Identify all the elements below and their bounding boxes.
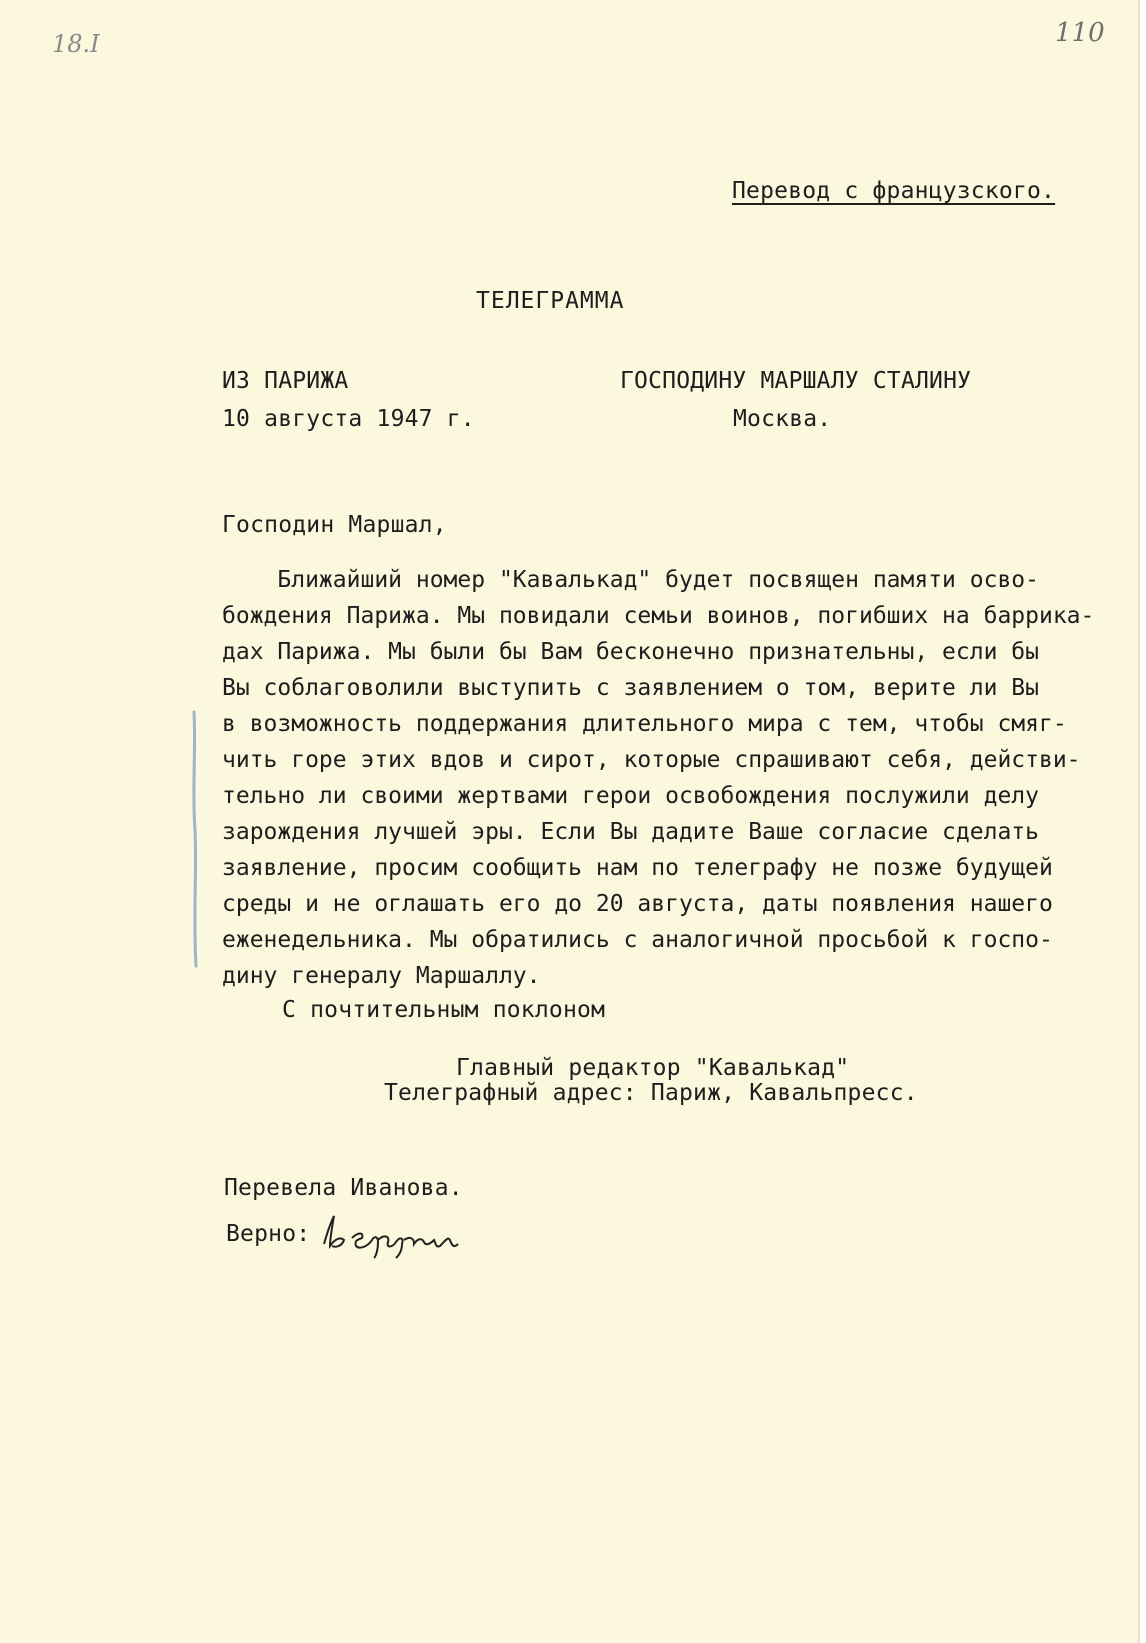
- handwritten-signature: [318, 1210, 468, 1260]
- body-line: среды и не оглашать его до 20 августа, даты появления нашего: [222, 891, 1053, 917]
- handwritten-page-number: 110: [1055, 18, 1105, 48]
- recipient-name: ГОСПОДИНУ МАРШАЛУ СТАЛИНУ: [620, 368, 972, 394]
- salutation: Господин Маршал,: [222, 512, 447, 538]
- body-line: дину генералу Маршаллу.: [222, 963, 541, 989]
- body-line: Вы соблаговолили выступить с заявлением о том, верите ли Вы: [222, 675, 1039, 701]
- translator-note: Перевела Иванова.: [224, 1175, 463, 1201]
- handwritten-reference: 18.I: [52, 30, 100, 58]
- body-line: заявление, просим сообщить нам по телеграфу не позже будущей: [222, 855, 1053, 881]
- document-title: ТЕЛЕГРАММА: [476, 288, 625, 314]
- closing-phrase: С почтительным поклоном: [282, 997, 606, 1023]
- body-line: чить горе этих вдов и сирот, которые спрашивают себя, действи-: [222, 747, 1081, 773]
- recipient-city: Москва.: [733, 406, 832, 432]
- sender-origin: ИЗ ПАРИЖА: [222, 368, 349, 394]
- body-line: тельно ли своими жертвами герои освобождения послужили делу: [222, 783, 1039, 809]
- body-line: бождения Парижа. Мы повидали семьи воинов, погибших на баррика-: [222, 603, 1095, 629]
- telegraph-address: Телеграфный адрес: Париж, Кавальпресс.: [384, 1080, 918, 1106]
- body-line: дах Парижа. Мы были бы Вам бесконечно признательны, если бы: [222, 639, 1039, 665]
- sender-date: 10 августа 1947 г.: [222, 406, 475, 432]
- letter-body: [222, 562, 1102, 994]
- body-line: еженедельника. Мы обратились с аналогичной просьбой к госпо-: [222, 927, 1053, 953]
- signature-role: Главный редактор "Кавалькад": [456, 1055, 850, 1081]
- body-line: зарождения лучшей эры. Если Вы дадите Ваше согласие сделать: [222, 819, 1039, 845]
- body-line: в возможность поддержания длительного мира с тем, чтобы смяг-: [222, 711, 1067, 737]
- pencil-margin-mark: [188, 710, 202, 970]
- verified-label: Верно:: [226, 1221, 311, 1247]
- translation-note: Перевод с французского.: [732, 178, 1056, 204]
- body-line: Ближайший номер "Кавалькад" будет посвящен памяти осво-: [222, 567, 1039, 593]
